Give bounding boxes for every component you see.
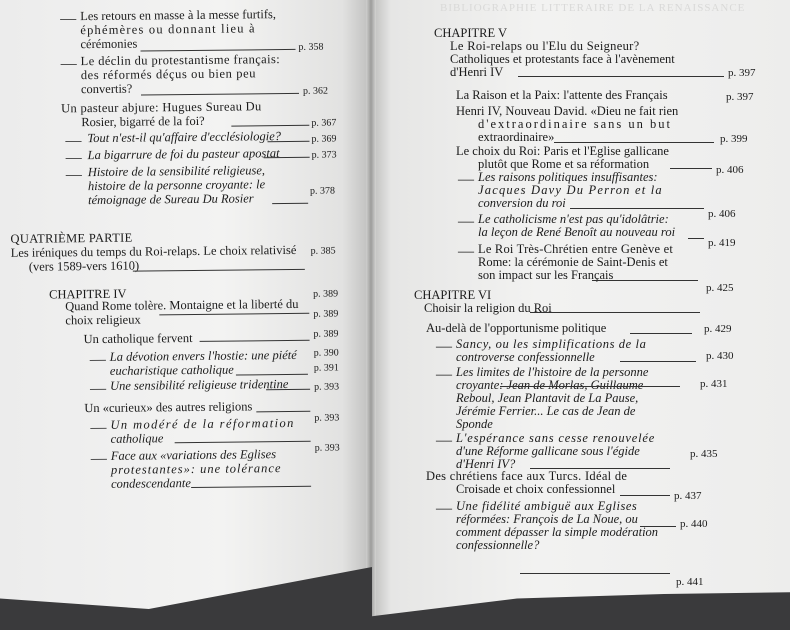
entry-dash: — (458, 243, 474, 260)
entry-text: conversion du roi (478, 196, 566, 210)
entry-text: Un «curieux» des autres religions (84, 399, 253, 416)
entry-text: Une sensibilité religieuse tridentine (109, 377, 289, 393)
entry-dash: — (436, 338, 452, 355)
page-number: p. 385 (310, 245, 336, 257)
page-number: p. 440 (680, 518, 708, 530)
leader-rule (200, 340, 310, 342)
page-number: p. 397 (728, 67, 756, 79)
page-number: p. 441 (676, 576, 704, 588)
entry-dash: — (436, 366, 452, 383)
leader-rule (518, 76, 724, 77)
leader-rule (554, 142, 714, 143)
leader-rule (688, 238, 704, 239)
entry-text: eucharistique catholique (109, 362, 234, 378)
chapter-title: CHAPITRE IV (49, 286, 127, 302)
entry-text: extraordinaire» (478, 130, 555, 144)
leader-rule (256, 411, 310, 413)
page-number: p. 429 (704, 323, 732, 335)
entry-text: histoire de la personne croyante: le (87, 177, 266, 194)
entry-text: Au-delà de l'opportunisme politique (426, 321, 607, 335)
leader-rule (264, 157, 310, 158)
leader-rule (670, 168, 712, 169)
entry-text: Sponde (456, 417, 493, 431)
page-number: p. 389 (313, 288, 339, 300)
leader-rule (191, 486, 311, 488)
entry-dash: — (60, 10, 77, 28)
page-number: p. 390 (313, 347, 339, 359)
entry-dash: — (436, 500, 452, 517)
entry-text: Une fidélité ambiguë aux Eglises (456, 499, 638, 513)
part-subtitle: Les iréniques du temps du Roi-relaps. Le choix relativisé (10, 242, 297, 260)
entry-text: Croisade et choix confessionnel (456, 482, 616, 496)
page-number: p. 393 (314, 381, 340, 393)
entry-dash: — (60, 55, 77, 73)
chapter-subtitle: d'Henri IV (450, 65, 504, 79)
entry-text: d'extraordinaire sans un but (478, 117, 672, 131)
entry-dash: — (458, 171, 474, 188)
entry-dash: — (65, 149, 82, 167)
leader-rule (630, 333, 692, 334)
entry-text: La dévotion envers l'hostie: une piété (109, 347, 297, 364)
leader-rule (133, 269, 305, 272)
chapter-subtitle: Le Roi-relaps ou l'Elu du Seigneur? (450, 39, 640, 53)
entry-text: Le déclin du protestantisme français: (80, 52, 281, 69)
part-title: QUATRIÈME PARTIE (10, 230, 133, 246)
page-number: p. 393 (314, 442, 340, 454)
book-spine (366, 0, 376, 626)
show-through-header: BIBLIOGRAPHIE LITTERAIRE DE LA RENAISSANCE (440, 2, 746, 14)
entry-text: convertis? (80, 81, 133, 97)
entry-text: croyante: Jean de Morlas, Guillaume (456, 378, 644, 392)
entry-dash: — (90, 418, 107, 437)
entry-text: Rosier, bigarré de la foi? (81, 113, 205, 130)
entry-text: Rome: la cérémonie de Saint-Denis et (478, 255, 668, 269)
entry-text: d'Henri IV? (456, 457, 516, 471)
entry-text: la leçon de René Benoît au nouveau roi (478, 225, 676, 239)
leader-rule (530, 312, 700, 313)
entry-dash: — (436, 432, 452, 449)
leader-rule (141, 93, 299, 96)
page-number: p. 373 (311, 149, 337, 161)
entry-text: Tout n'est-il qu'affaire d'ecclésiologie? (87, 129, 282, 146)
page-number: p. 430 (706, 350, 734, 362)
entry-text: confessionnelle? (456, 538, 540, 552)
page-number: p. 435 (690, 448, 718, 460)
leader-rule (267, 141, 309, 142)
entry-text: son impact sur les Français (478, 268, 614, 282)
leader-rule (592, 280, 698, 281)
entry-text: La bigarrure de foi du pasteur apostat (87, 146, 280, 163)
chapter-title: CHAPITRE VI (414, 288, 492, 302)
page-number: p. 406 (716, 164, 744, 176)
entry-text: Un catholique fervent (83, 331, 193, 347)
entry-text: Jérémie Ferrier... Le cas de Jean de (456, 404, 636, 418)
page-number: p. 389 (313, 308, 339, 320)
entry-text: Un modéré de la réformation (110, 415, 295, 432)
page-number: p. 393 (314, 412, 340, 424)
leader-rule (272, 203, 308, 204)
entry-dash: — (89, 379, 107, 398)
entry-text: Le catholicisme n'est pas qu'idolâtrie: (478, 212, 669, 226)
entry-text: cérémonies (80, 36, 138, 52)
page-number: p. 389 (313, 328, 339, 340)
entry-dash: — (65, 166, 82, 184)
leader-rule (520, 573, 670, 574)
entry-dash: — (90, 449, 107, 468)
leader-rule (620, 361, 696, 362)
entry-dash: — (65, 132, 82, 150)
page-number: p. 391 (313, 362, 339, 374)
right-page (370, 0, 790, 626)
part-subtitle: (vers 1589-vers 1610) (28, 258, 140, 274)
page-number: p. 397 (726, 91, 754, 103)
page-number: p. 431 (700, 378, 728, 390)
chapter-subtitle: Quand Rome tolère. Montaigne et la liberté du (65, 296, 299, 314)
entry-text: Le choix du Roi: Paris et l'Eglise gallicane (456, 144, 669, 158)
entry-text: Histoire de la sensibilité religieuse, (87, 163, 266, 180)
leader-rule (175, 441, 311, 443)
entry-text: Jacques Davy Du Perron et la (478, 183, 663, 197)
entry-text: d'une Réforme gallicane sous l'égide (456, 444, 640, 458)
entry-text: Reboul, Jean Plantavit de La Pause, (456, 391, 639, 405)
entry-text: Des chrétiens face aux Turcs. Idéal de (426, 469, 628, 483)
entry-text: plutôt que Rome et sa réformation (478, 157, 650, 171)
entry-dash: — (458, 213, 474, 230)
entry-text: protestantes»: une tolérance (110, 461, 282, 477)
leader-rule (620, 495, 670, 496)
entry-text: réformées: François de La Noue, ou (456, 512, 638, 526)
entry-text: Les limites de l'histoire de la personne (456, 365, 649, 379)
entry-text: Les retours en masse à la messe furtifs, (80, 7, 277, 24)
entry-text: L'espérance sans cesse renouvelée (456, 431, 656, 445)
left-page (0, 0, 372, 626)
page-number: p. 369 (311, 133, 337, 145)
chapter-title: CHAPITRE V (434, 26, 508, 40)
leader-rule (231, 125, 309, 127)
leader-rule (500, 386, 680, 387)
entry-text: Un pasteur abjure: Hugues Sureau Du (61, 99, 262, 116)
entry-text: Les raisons politiques insuffisantes: (478, 170, 658, 184)
chapter-subtitle: choix religieux (65, 312, 141, 328)
entry-dash: — (89, 350, 106, 369)
page-number: p. 362 (302, 85, 329, 97)
entry-text: condescendante (110, 476, 191, 491)
entry-text: comment dépasser la simple modération (456, 525, 659, 539)
entry-text: Henri IV, Nouveau David. «Dieu ne fait rien (456, 104, 679, 118)
leader-rule (159, 313, 309, 316)
leader-rule (236, 374, 308, 376)
entry-text: Face aux «variations des Eglises (110, 447, 277, 463)
entry-text: témoignage de Sureau Du Rosier (88, 191, 254, 208)
entry-text: catholique (110, 431, 164, 446)
page-number: p. 358 (298, 41, 324, 53)
entry-text: Le Roi Très-Chrétien entre Genève et (478, 242, 673, 256)
page-number: p. 378 (309, 185, 336, 197)
entry-text: Sancy, ou les simplifications de la (456, 337, 647, 351)
entry-text: La Raison et la Paix: l'attente des Français (456, 88, 668, 102)
page-number: p. 437 (674, 490, 702, 502)
leader-rule (570, 208, 704, 209)
page-number: p. 419 (708, 237, 736, 249)
page-number: p. 367 (311, 117, 337, 129)
page-number: p. 399 (720, 133, 748, 145)
entry-text: éphémères ou donnant lieu à (80, 21, 256, 38)
entry-text: controverse confessionnelle (456, 350, 595, 364)
chapter-subtitle: Choisir la religion du Roi (424, 301, 552, 315)
page-number: p. 425 (706, 282, 734, 294)
leader-rule (141, 49, 296, 52)
entry-text: des réformés déçus ou bien peu (80, 66, 257, 83)
page-number: p. 406 (708, 208, 736, 220)
leader-rule (640, 526, 676, 527)
chapter-subtitle: Catholiques et protestants face à l'avènement (450, 52, 675, 66)
